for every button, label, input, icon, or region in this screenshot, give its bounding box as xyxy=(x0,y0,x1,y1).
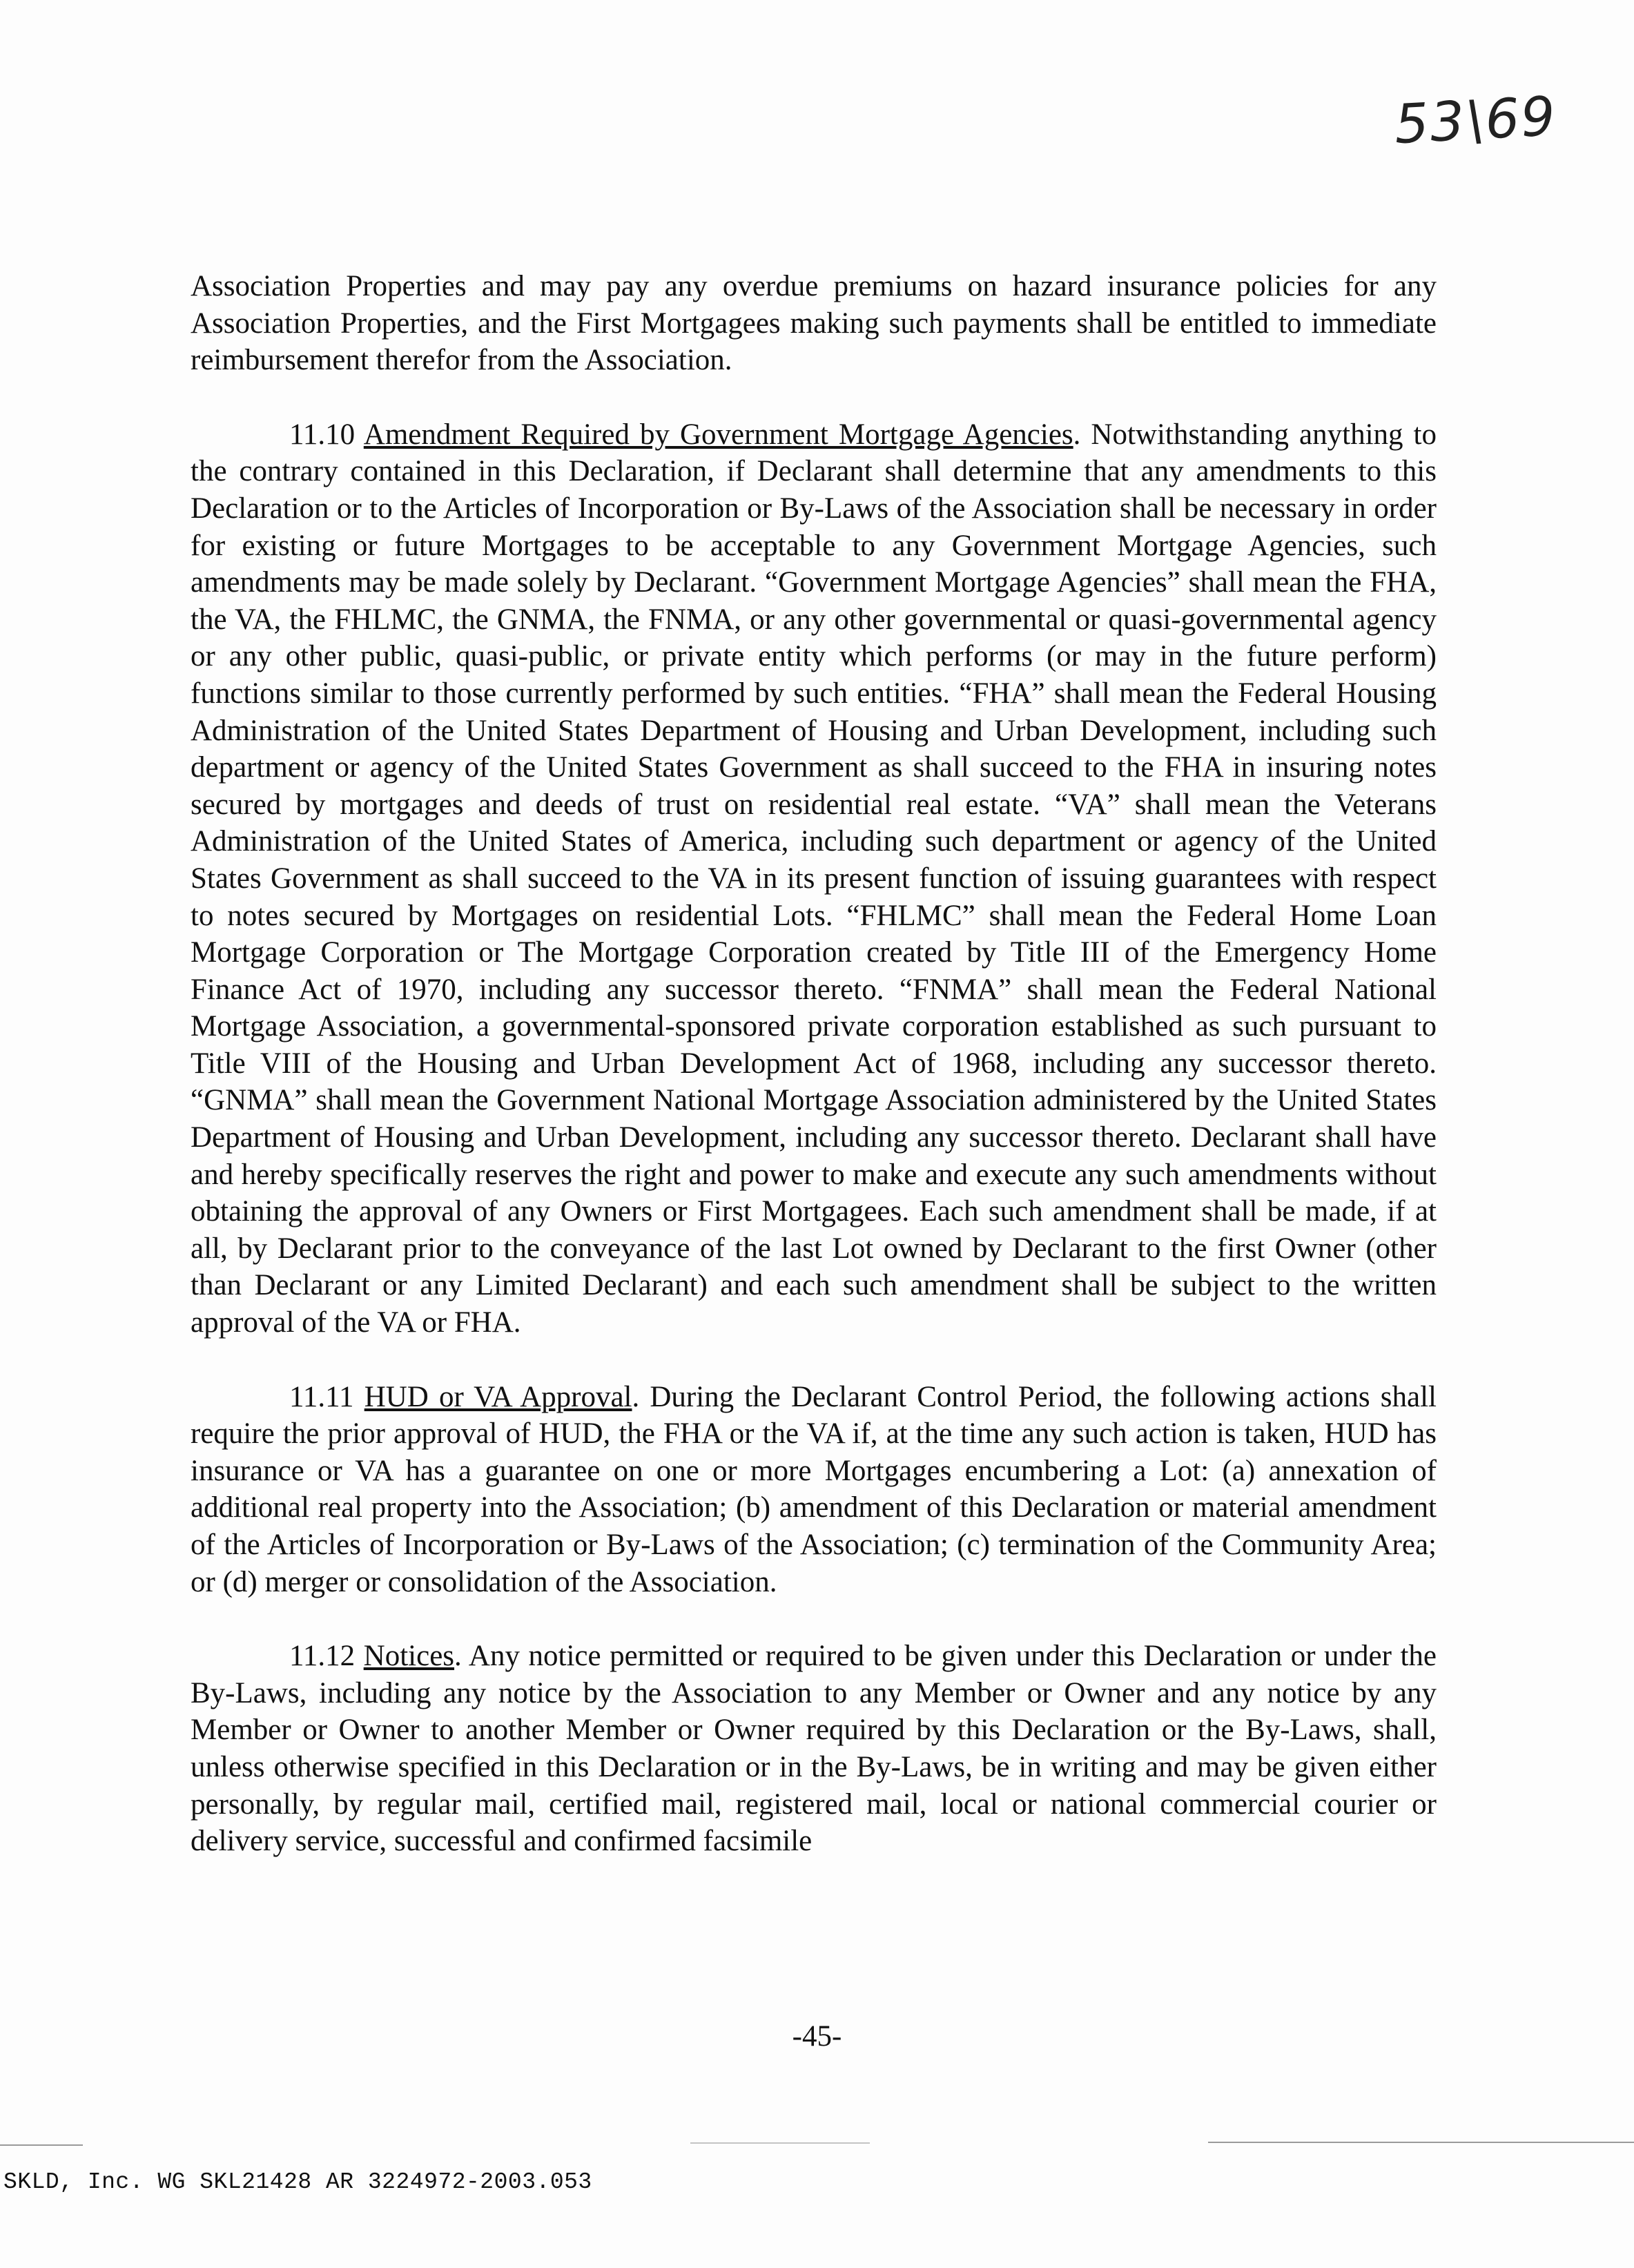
section-11-10-body: . Notwithstanding anything to the contrary contained in this Declaration, if Declarant shall determine that any amendments to this Declaration or to the Articles of Incorporation or By-Laws of the Association shall be necessary in order for existing or future Mortgages to be acceptable to any Government Mortgage Agencies, such amendments may be made solely by Declarant. “Government Mortgage Agencies” shall mean the FHA, the VA, the FHLMC, the GNMA, the FNMA, or any other governmental or quasi-governmental agency or any other public, quasi-public, or private entity which performs (or may in the future perform) functions similar to those currently performed by such entities. “FHA” shall mean the Federal Housing Administration of the United States Department of Housing and Urban Development, including such department or agency of the United States Government as shall succeed to the FHA in insuring notes secured by mortgages and deeds of trust on residential real estate. “VA” shall mean the Veterans Administration of the United States of America, including such department or agency of the United States Government as shall succeed to the VA in its present function of issuing guarantees with respect to notes secured by Mortgages on residential Lots. “FHLMC” shall mean the Federal Home Loan Mortgage Corporation or The Mortgage Corporation created by Title III of the Emergency Home Finance Act of 1970, including any successor thereto. “FNMA” shall mean the Federal National Mortgage Association, a governmental-sponsored private corporation established as such pursuant to Title VIII of the Housing and Urban Development Act of 1968, including any successor thereto. “GNMA” shall mean the Government National Mortgage Association administered by the United States Department of Housing and Urban Development, including any successor thereto. Declarant shall have and hereby specifically reserves the right and power to make and execute any such amendments without obtaining the approval of any Owners or First Mortgagees. Each such amendment shall be made, if at all, by Declarant prior to the conveyance of the last Lot owned by Declarant to the first Owner (other than Declarant or any Limited Declarant) and each such amendment shall be subject to the written approval of the VA or FHA. xyxy=(191,418,1437,1339)
scan-artifact-line-middle xyxy=(690,2142,870,2144)
section-11-12-body: . Any notice permitted or required to be given under this Declaration or under the By-Laws, including any notice by the Association to any Member or Owner and any notice by any Member or Owner to another Member or Owner required by this Declaration or the By-Laws, shall, unless otherwise specified in this Declaration or in the By-Laws, be in writing and may be given either personally, by regular mail, certified mail, registered mail, local or national commercial courier or delivery service, successful and confirmed facsimile xyxy=(191,1640,1437,1858)
section-11-11-body: . During the Declarant Control Period, the following actions shall require the prior approval of HUD, the FHA or the VA if, at the time any such action is taken, HUD has insurance or VA has a guarantee on one or more Mortgages encumbering a Lot: (a) annexation of additional real property into the Association; (b) amendment of this Declaration or material amendment of the Articles of Incorporation or By-Laws of the Association; (c) termination of the Community Area; or (d) merger or consolidation of the Association. xyxy=(191,1380,1437,1598)
document-body xyxy=(191,268,1437,1897)
section-11-12 xyxy=(191,1638,1437,1860)
section-11-11-number: 11.11 xyxy=(289,1380,354,1413)
page-number: -45- xyxy=(792,2020,842,2053)
footer-stamp: SKLD, Inc. WG SKL21428 AR 3224972-2003.053 xyxy=(3,2169,592,2195)
paragraph-1-text: Association Properties and may pay any overdue premiums on hazard insurance policies for any Association Properties, and the First Mortgagees making such payments shall be entitled to immediate reimbursement therefor from the Association. xyxy=(191,270,1437,377)
section-11-10-number: 11.10 xyxy=(289,418,356,451)
section-11-10 xyxy=(191,416,1437,1341)
handwritten-page-note: 53\69 xyxy=(1392,85,1558,157)
section-11-10-heading: Amendment Required by Government Mortgage Agencies xyxy=(363,418,1073,451)
section-11-12-number: 11.12 xyxy=(289,1640,356,1673)
section-11-12-heading: Notices xyxy=(363,1640,455,1673)
scan-artifact-line-left xyxy=(0,2144,83,2146)
paragraph-continuation xyxy=(191,268,1437,379)
section-11-11-heading: HUD or VA Approval xyxy=(364,1380,632,1413)
section-11-11 xyxy=(191,1379,1437,1601)
scan-artifact-line-right xyxy=(1208,2142,1634,2143)
